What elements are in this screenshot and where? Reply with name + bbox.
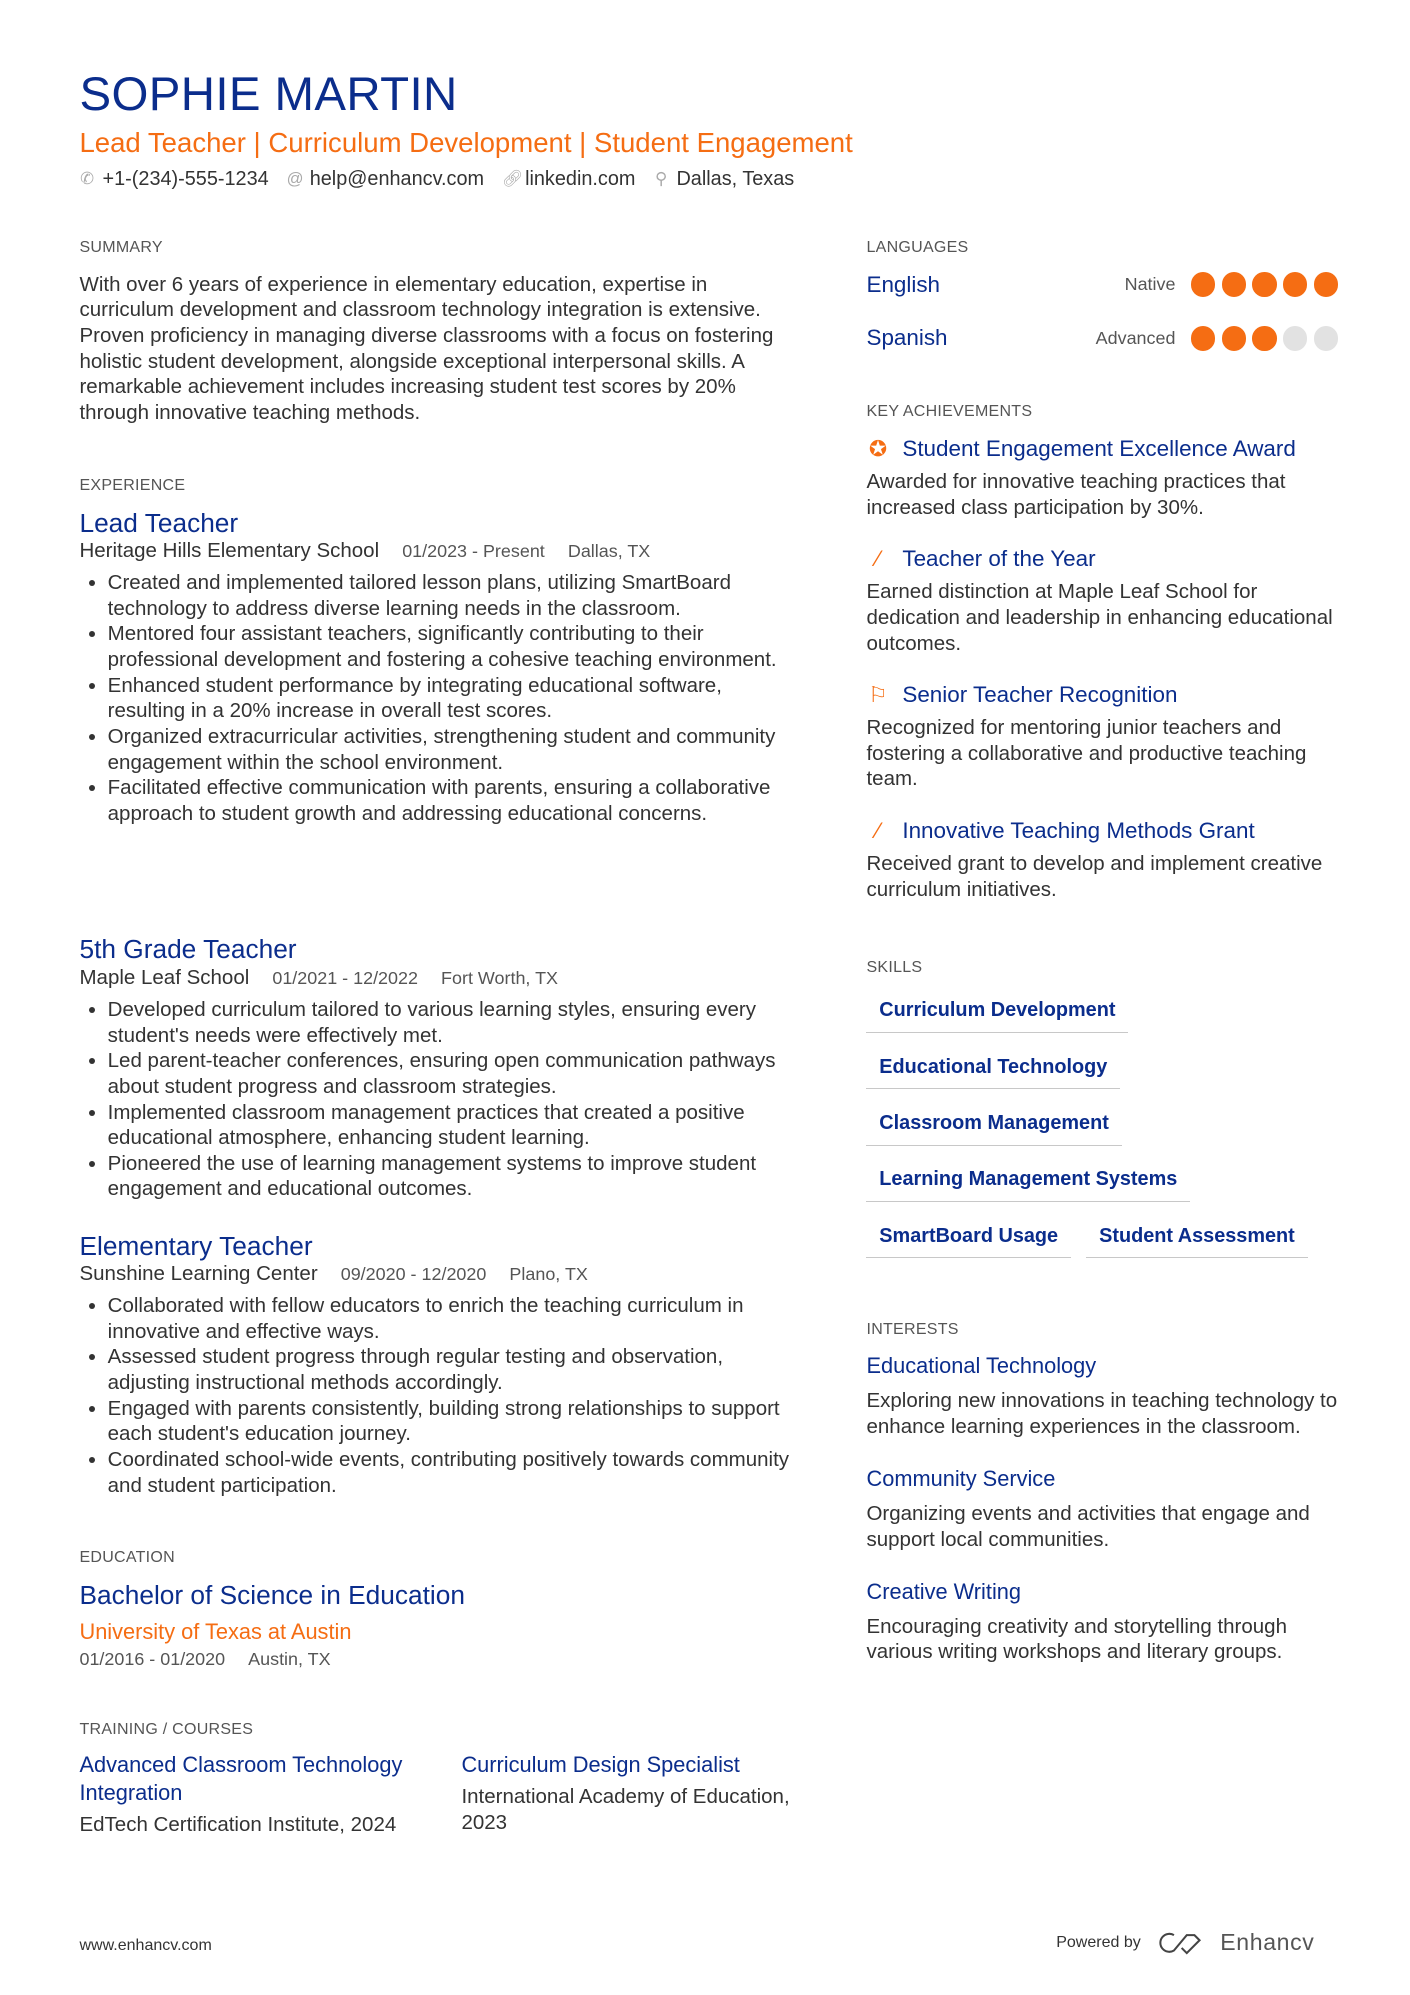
phone-icon: ✆ bbox=[80, 169, 95, 189]
footer-website[interactable]: www.enhancv.com bbox=[79, 1935, 212, 1954]
flag-icon: ⚐ bbox=[868, 681, 888, 707]
job-bullet: • Implemented classroom management practices that created a positive educational atmosphere, enhancing student learning. bbox=[108, 1100, 804, 1151]
skill-tag: Classroom Management bbox=[866, 1110, 1121, 1146]
brand-name: Enhancv bbox=[1220, 1929, 1315, 1956]
rating-dot bbox=[1191, 272, 1215, 296]
job-meta bbox=[79, 965, 803, 992]
skills-list bbox=[866, 997, 1307, 1279]
job-bullet: • Enhanced student performance by integrating educational software, resulting in a 20% increase in overall test scores. bbox=[108, 673, 804, 724]
rating-dot bbox=[1314, 272, 1338, 296]
job-location: Fort Worth, TX bbox=[441, 968, 558, 989]
contact-item[interactable] bbox=[287, 168, 484, 191]
award-medal-icon: ✪ bbox=[868, 435, 888, 461]
language-name: Spanish bbox=[866, 325, 948, 351]
job-company: Maple Leaf School bbox=[79, 966, 250, 990]
job-bullet: • Pioneered the use of learning management systems to improve student engagement and educational outcomes. bbox=[108, 1151, 804, 1202]
skill-tag: SmartBoard Usage bbox=[866, 1223, 1070, 1259]
contact-text: linkedin.com bbox=[525, 167, 636, 190]
contact-item[interactable] bbox=[653, 168, 794, 191]
footer-powered-by bbox=[1056, 1929, 1314, 1956]
job-entry bbox=[79, 934, 803, 1202]
course-detail: International Academy of Education, 2023 bbox=[461, 1785, 790, 1834]
job-bullet: • Assessed student progress through regular testing and observation, adjusting instructional methods accordingly. bbox=[108, 1344, 804, 1395]
contact-text: +1-(234)-555-1234 bbox=[102, 167, 269, 190]
course-item bbox=[79, 1751, 412, 1838]
contact-text: Dallas, Texas bbox=[676, 167, 795, 190]
interest-description: Exploring new innovations in teaching technology to enhance learning experiences in the classroom. bbox=[866, 1389, 1338, 1438]
job-meta bbox=[79, 538, 803, 565]
section-label-skills: SKILLS bbox=[866, 957, 923, 976]
course-title: Advanced Classroom Technology Integration bbox=[79, 1751, 403, 1806]
job-dates: 09/2020 - 12/2020 bbox=[340, 1264, 487, 1285]
achievement-title: Senior Teacher Recognition bbox=[902, 681, 1178, 707]
enhancv-logo-icon bbox=[1156, 1930, 1205, 1956]
achievement-item bbox=[866, 679, 1340, 792]
skills-row bbox=[866, 1054, 1307, 1110]
rating-dot bbox=[1314, 326, 1338, 350]
education-degree: Bachelor of Science in Education bbox=[79, 1580, 465, 1611]
interest-description: Organizing events and activities that engage and support local communities. bbox=[866, 1501, 1310, 1551]
achievement-item bbox=[866, 543, 1340, 656]
section-label-education: EDUCATION bbox=[79, 1548, 175, 1567]
language-rating bbox=[1191, 326, 1338, 350]
achievement-item bbox=[866, 433, 1340, 520]
job-bullet: • Developed curriculum tailored to various learning styles, ensuring every student's needs were effectively met. bbox=[108, 997, 804, 1048]
job-bullet: • Engaged with parents consistently, building strong relationships to support each student's education journey. bbox=[108, 1396, 804, 1447]
education-dates: 01/2016 - 01/2020 bbox=[79, 1649, 226, 1670]
interest-title: Community Service bbox=[866, 1466, 1056, 1492]
job-location: Dallas, TX bbox=[567, 541, 651, 562]
job-bullet: • Collaborated with fellow educators to enrich the teaching curriculum in innovative and effective ways. bbox=[108, 1293, 804, 1344]
contact-item[interactable] bbox=[79, 168, 268, 191]
language-level: Advanced bbox=[1095, 327, 1176, 348]
course-item bbox=[461, 1751, 794, 1836]
achievement-description: Recognized for mentoring junior teachers and fostering a collaborative and productive teaching team. bbox=[866, 716, 1307, 791]
course-title: Curriculum Design Specialist bbox=[461, 1751, 740, 1777]
skill-tag: Student Assessment bbox=[1086, 1223, 1307, 1259]
job-bullet: • Mentored four assistant teachers, significantly contributing to their professional development and fostering a cohesive teaching environment. bbox=[108, 621, 804, 672]
interest-title: Creative Writing bbox=[866, 1578, 1022, 1604]
achievements-list bbox=[866, 433, 1340, 925]
achievement-title: Student Engagement Excellence Award bbox=[902, 435, 1296, 461]
job-bullets bbox=[79, 570, 803, 826]
section-label-summary: SUMMARY bbox=[79, 238, 163, 257]
interest-item bbox=[866, 1578, 1343, 1665]
skill-tag: Educational Technology bbox=[866, 1054, 1120, 1090]
location-pin-icon: ⚲ bbox=[654, 169, 668, 189]
link-icon: 🔗︎ bbox=[502, 169, 524, 189]
language-name: English bbox=[866, 271, 941, 297]
skills-row bbox=[866, 1166, 1307, 1222]
achievement-title: Teacher of the Year bbox=[902, 545, 1096, 571]
section-label-interests: INTERESTS bbox=[866, 1320, 959, 1339]
language-level: Native bbox=[1124, 274, 1176, 295]
job-bullet: • Coordinated school-wide events, contributing positively towards community and student participation. bbox=[108, 1447, 804, 1498]
candidate-name: SOPHIE MARTIN bbox=[79, 67, 458, 121]
section-label-achievements: KEY ACHIEVEMENTS bbox=[866, 402, 1033, 421]
section-label-training: TRAINING / COURSES bbox=[79, 1720, 254, 1739]
job-dates: 01/2023 - Present bbox=[402, 541, 545, 562]
headline: Lead Teacher | Curriculum Development | Student Engagement bbox=[79, 126, 853, 158]
achievement-item bbox=[866, 815, 1340, 902]
education-location: Austin, TX bbox=[248, 1649, 331, 1670]
job-location: Plano, TX bbox=[509, 1264, 588, 1285]
job-company: Sunshine Learning Center bbox=[79, 1262, 318, 1286]
job-bullets bbox=[79, 997, 803, 1202]
job-bullet: • Facilitated effective communication with parents, ensuring a collaborative approach to student growth and addressing educational concerns. bbox=[108, 775, 804, 826]
contact-bar bbox=[79, 168, 794, 191]
skills-row bbox=[866, 997, 1307, 1053]
language-rating bbox=[1191, 272, 1338, 296]
interest-item bbox=[866, 1465, 1343, 1552]
rating-dot bbox=[1191, 326, 1215, 350]
interests-list bbox=[866, 1352, 1343, 1690]
job-dates: 01/2021 - 12/2022 bbox=[272, 968, 418, 989]
achievement-title: Innovative Teaching Methods Grant bbox=[902, 817, 1255, 843]
job-bullets bbox=[79, 1293, 803, 1498]
summary-text: With over 6 years of experience in elementary education, expertise in curriculum development and classroom technology integration is extensive. Proven proficiency in managing diverse classrooms with a focus on fostering holistic student development, alongside exceptional interpersonal skills. A remarkable achievement includes increasing student test scores by 20% through innovative teaching methods. bbox=[79, 272, 774, 424]
powered-by-label: Powered by bbox=[1056, 1933, 1141, 1952]
skill-tag: Curriculum Development bbox=[866, 997, 1128, 1033]
course-detail: EdTech Certification Institute, 2024 bbox=[79, 1813, 397, 1837]
job-bullet: • Created and implemented tailored lesson plans, utilizing SmartBoard technology to address diverse learning needs in the classroom. bbox=[108, 570, 804, 621]
rating-dot bbox=[1252, 326, 1276, 350]
job-entry bbox=[79, 508, 803, 827]
education-meta bbox=[79, 1647, 330, 1673]
contact-text: help@enhancv.com bbox=[309, 167, 485, 190]
rating-dot bbox=[1283, 326, 1307, 350]
achievement-description: Earned distinction at Maple Leaf School for dedication and leadership in enhancing educational outcomes. bbox=[866, 580, 1333, 655]
achievement-header bbox=[866, 679, 1340, 710]
job-title: 5th Grade Teacher bbox=[79, 934, 297, 965]
job-entry bbox=[79, 1231, 803, 1499]
job-company: Heritage Hills Elementary School bbox=[79, 539, 380, 563]
interest-description: Encouraging creativity and storytelling through various writing workshops and literary groups. bbox=[866, 1614, 1287, 1664]
achievement-description: Awarded for innovative teaching practices that increased class participation by 30%. bbox=[866, 470, 1286, 519]
achievement-description: Received grant to develop and implement creative curriculum initiatives. bbox=[866, 852, 1323, 901]
rating-dot bbox=[1222, 326, 1246, 350]
interest-title: Educational Technology bbox=[866, 1353, 1097, 1379]
job-meta bbox=[79, 1261, 803, 1288]
education-school: University of Texas at Austin bbox=[79, 1618, 352, 1644]
languages-list bbox=[866, 269, 1338, 354]
achievement-header bbox=[866, 815, 1340, 846]
magic-wand-icon: ⁄ bbox=[876, 817, 880, 843]
language-item bbox=[866, 269, 1338, 300]
contact-item[interactable] bbox=[502, 168, 635, 191]
rating-dot bbox=[1252, 272, 1276, 296]
job-title: Elementary Teacher bbox=[79, 1230, 313, 1261]
magic-wand-icon: ⁄ bbox=[876, 545, 880, 571]
rating-dot bbox=[1283, 272, 1307, 296]
at-icon: @ bbox=[286, 169, 304, 189]
skill-tag: Learning Management Systems bbox=[866, 1166, 1190, 1202]
achievement-header bbox=[866, 543, 1340, 574]
job-bullet: • Led parent-teacher conferences, ensuring open communication pathways about student progress and classroom strategies. bbox=[108, 1048, 804, 1099]
skills-row bbox=[866, 1110, 1307, 1166]
section-label-languages: LANGUAGES bbox=[866, 238, 969, 257]
job-title: Lead Teacher bbox=[79, 507, 239, 538]
section-label-experience: EXPERIENCE bbox=[79, 475, 186, 494]
rating-dot bbox=[1222, 272, 1246, 296]
interest-item bbox=[866, 1352, 1343, 1439]
achievement-header bbox=[866, 433, 1340, 464]
skills-row bbox=[866, 1223, 1307, 1279]
job-bullet: • Organized extracurricular activities, strengthening student and community engagement within the school environment. bbox=[108, 724, 804, 775]
language-item bbox=[866, 323, 1338, 354]
